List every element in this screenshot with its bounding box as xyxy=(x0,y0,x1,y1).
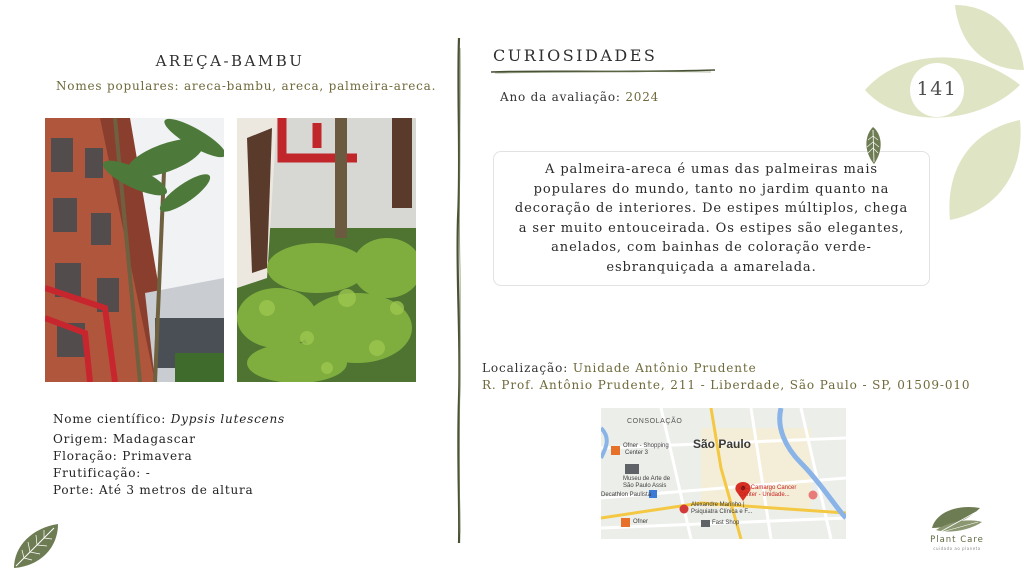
location-unit-name: Unidade Antônio Prudente xyxy=(572,361,757,375)
popular-names xyxy=(56,79,436,93)
fruiting-row xyxy=(53,465,285,482)
map-place-accamargo-b: Center - Unidade... xyxy=(739,492,790,498)
evaluation-label: Ano da avaliação: xyxy=(500,90,621,104)
page-number: 141 xyxy=(916,78,958,100)
map-place-masp-b: São Paulo Assis xyxy=(623,483,667,489)
location-unit xyxy=(482,361,757,375)
origin-label: Origem: xyxy=(53,432,109,446)
scientific-name-label: Nome científico: xyxy=(53,412,167,426)
popular-names-value: areca-bambu, areca, palmeira-areca. xyxy=(183,79,437,93)
size-value: Até 3 metros de altura xyxy=(98,483,254,497)
plant-facts xyxy=(53,411,285,499)
location-address: R. Prof. Antônio Prudente, 211 - Liberdade, São Paulo - SP, 01509-010 xyxy=(482,378,971,392)
evaluation-year xyxy=(500,90,659,104)
curiosities-underline xyxy=(491,67,715,75)
curiosities-text: A palmeira-areca é umas das palmeiras mais populares do mundo, tanto no jardim quanto na decoração de interiores. De estipes múltiplos, chega a ser muito entouceirada. Os estipes são elegantes, anelados, com bainhas de coloração verde-esbranquiçada a amarelada. xyxy=(514,162,909,275)
evaluation-value: 2024 xyxy=(625,90,660,104)
bottom-leaf-icon xyxy=(10,522,60,570)
location-map[interactable] xyxy=(601,408,846,539)
leaves-decoration xyxy=(860,0,1024,230)
popular-names-label: Nomes populares: xyxy=(56,79,180,93)
map-place-masp: Museu de Arte de xyxy=(623,476,671,482)
map-place-accamargo: A.C.Camargo Cancer xyxy=(739,485,797,491)
brand-tagline: cuidado ao planeta xyxy=(933,546,981,551)
column-divider xyxy=(455,38,463,543)
map-city-label: São Paulo xyxy=(693,437,752,451)
map-place-decathlon: Decathlon Paulista xyxy=(601,492,652,498)
origin-row xyxy=(53,431,285,448)
map-place-ofner-shopping: Ofner - Shopping xyxy=(623,443,669,449)
map-place-fastshop: Fast Shop xyxy=(712,520,740,526)
fruiting-value: - xyxy=(145,466,151,480)
size-label: Porte: xyxy=(53,483,95,497)
flowering-value: Primavera xyxy=(122,449,193,463)
flowering-label: Floração: xyxy=(53,449,118,463)
plant-title: AREÇA-BAMBU xyxy=(155,52,305,70)
location-label: Localização: xyxy=(482,361,569,375)
map-district-label: CONSOLAÇÃO xyxy=(627,418,683,425)
curiosities-title: CURIOSIDADES xyxy=(493,46,658,65)
small-leaf-icon xyxy=(860,126,886,166)
fruiting-label: Frutificação: xyxy=(53,466,142,480)
plant-photo-garden xyxy=(237,118,416,382)
scientific-name: Dypsis lutescens xyxy=(170,412,285,426)
map-place-ofner: Ofner xyxy=(633,519,649,525)
origin-value: Madagascar xyxy=(112,432,196,446)
scientific-name-row xyxy=(53,411,285,428)
size-row xyxy=(53,482,285,499)
map-place-alexandre-b: Psiquiatra Clínica e F... xyxy=(691,509,753,515)
map-place-alexandre: Alexandre Marinho | xyxy=(691,502,745,508)
brand-name: Plant Care xyxy=(930,535,984,545)
map-place-ofner-shopping-b: Center 3 xyxy=(625,450,649,456)
flowering-row xyxy=(53,448,285,465)
plant-photo-building xyxy=(45,118,224,382)
